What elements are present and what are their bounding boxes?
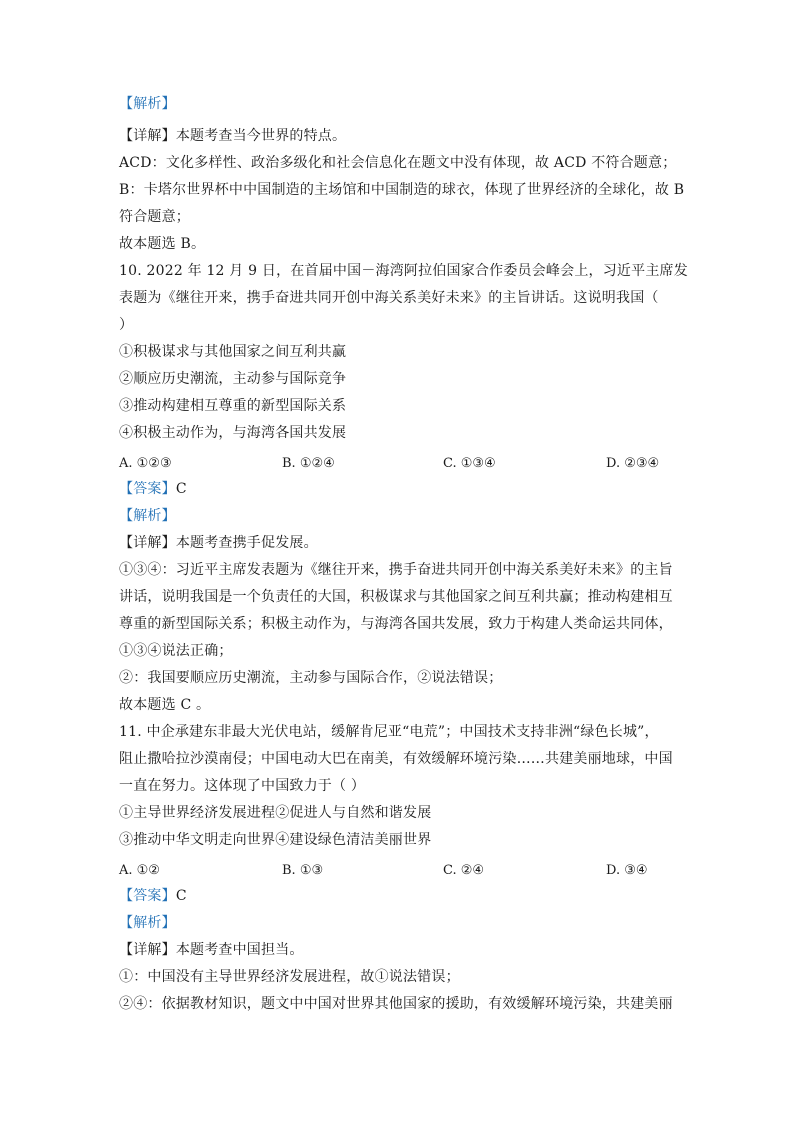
question-stem-line: ） xyxy=(119,317,134,333)
answer-line xyxy=(119,886,187,906)
question-stem-line: 一直在努力。这体现了中国致力于（ ） xyxy=(119,778,366,794)
explanation-line: ①：中国没有主导世界经济发展进程，故①说法错误； xyxy=(119,969,460,985)
detail-text: 本题考查携手促发展。 xyxy=(175,535,318,551)
option-c: C. ②④ xyxy=(443,863,485,878)
question-stem-line: 11. 中企承建东非最大光伏电站，缓解肯尼亚“电荒”；中国技术支持非洲“绿色长城”， xyxy=(119,724,659,740)
answer-value: C xyxy=(175,481,187,497)
explanation-line: ②：我国要顺应历史潮流，主动参与国际合作，②说法错误； xyxy=(119,670,503,686)
explanation-line: 尊重的新型国际关系；积极主动作为，与海湾各国共发展，致力于构建人类命运共同体， xyxy=(119,616,673,632)
statement-item: ③推动中华文明走向世界④建设绿色清洁美丽世界 xyxy=(119,832,432,848)
option-b: B. ①②④ xyxy=(282,456,335,471)
option-c: C. ①③④ xyxy=(443,456,496,471)
detail-tag: 【详解】 xyxy=(119,128,176,144)
question-stem-line: 10. 2022 年 12 月 9 日，在首届中国－海湾阿拉伯国家合作委员会峰会上，习近平主席发 xyxy=(119,263,688,279)
option-d: D. ③④ xyxy=(606,863,648,878)
option-a: A. ①②③ xyxy=(119,456,172,471)
option-b: B. ①③ xyxy=(282,863,324,878)
answer-tag: 【答案】 xyxy=(119,481,176,497)
answer-tag: 【答案】 xyxy=(119,888,176,904)
detail-text: 本题考查当今世界的特点。 xyxy=(175,128,347,144)
answer-line xyxy=(119,479,187,499)
analysis-heading: 【解析】 xyxy=(119,96,176,112)
detail-text: 本题考查中国担当。 xyxy=(175,942,304,958)
option-d: D. ②③④ xyxy=(606,456,660,471)
explanation-line: ①③④说法正确； xyxy=(119,643,233,659)
detail-line xyxy=(119,533,318,553)
statement-item: ①主导世界经济发展进程②促进人与自然和谐发展 xyxy=(119,805,432,821)
answer-value: C xyxy=(175,888,187,904)
detail-line xyxy=(119,940,304,960)
detail-line xyxy=(119,126,346,146)
explanation-line: 故本题选 B。 xyxy=(119,236,206,252)
explanation-line: ACD：文化多样性、政治多级化和社会信息化在题文中没有体现，故 ACD 不符合题意； xyxy=(119,155,677,171)
explanation-line: ②④：依据教材知识，题文中中国对世界其他国家的援助，有效缓解环境污染，共建美丽 xyxy=(119,996,673,1012)
explanation-line: 故本题选 C 。 xyxy=(119,697,211,713)
question-stem-line: 表题为《继往开来，携手奋进共同开创中海关系美好未来》的主旨讲话。这说明我国（ xyxy=(119,290,659,306)
question-stem-line: 阻止撒哈拉沙漠南侵；中国电动大巴在南美，有效缓解环境污染……共建美丽地球，中国 xyxy=(119,751,673,767)
explanation-line: 符合题意； xyxy=(119,209,190,225)
explanation-line: 讲话，说明我国是一个负责任的大国，积极谋求与其他国家之间互利共赢；推动构建相互 xyxy=(119,589,673,605)
statement-item: ②顺应历史潮流，主动参与国际竞争 xyxy=(119,371,347,387)
option-a: A. ①② xyxy=(119,863,160,878)
statement-item: ③推动构建相互尊重的新型国际关系 xyxy=(119,398,347,414)
explanation-line: B：卡塔尔世界杯中中国制造的主场馆和中国制造的球衣，体现了世界经济的全球化，故 B xyxy=(119,182,685,198)
analysis-heading: 【解析】 xyxy=(119,915,176,931)
explanation-line: ①③④：习近平主席发表题为《继往开来，携手奋进共同开创中海关系美好未来》的主旨 xyxy=(119,562,673,578)
statement-item: ④积极主动作为，与海湾各国共发展 xyxy=(119,425,347,441)
detail-tag: 【详解】 xyxy=(119,942,176,958)
analysis-heading: 【解析】 xyxy=(119,508,176,524)
statement-item: ①积极谋求与其他国家之间互利共赢 xyxy=(119,344,347,360)
detail-tag: 【详解】 xyxy=(119,535,176,551)
